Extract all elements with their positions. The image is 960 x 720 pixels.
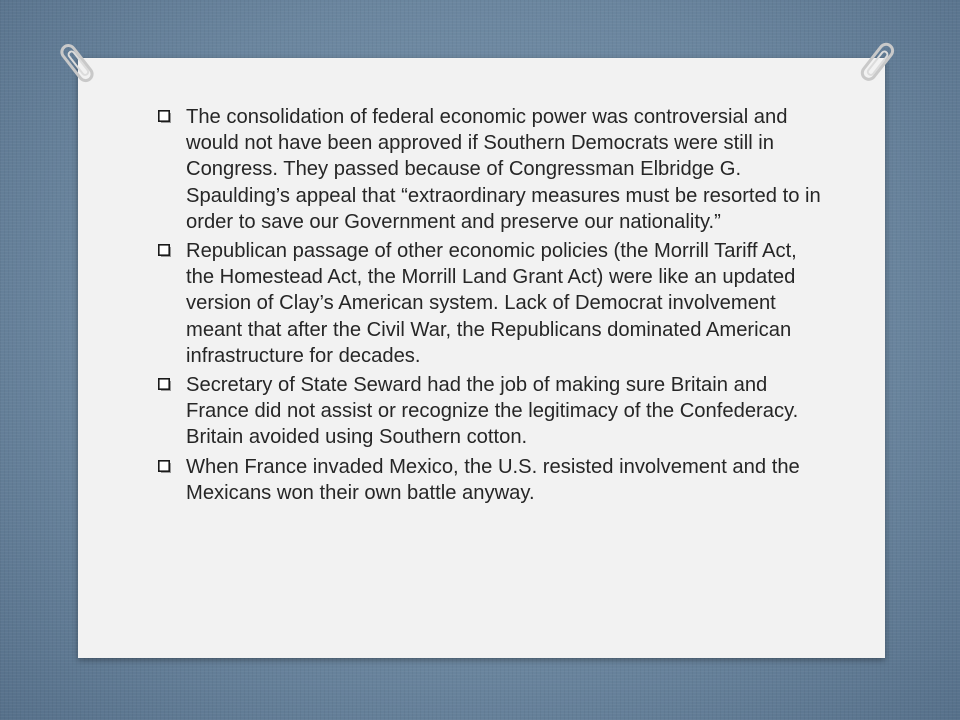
square-bullet-icon	[158, 244, 172, 258]
bullet-item	[158, 104, 830, 235]
bullet-list	[158, 104, 830, 509]
bullet-item	[158, 238, 830, 369]
bullet-text: Secretary of State Seward had the job of making sure Britain and France did not assist or recognize the legitimacy of the Confederacy. Britain avoided using Southern cotton.	[186, 374, 799, 449]
square-bullet-icon	[158, 378, 172, 392]
square-bullet-icon	[158, 110, 172, 124]
bullet-text: Republican passage of other economic policies (the Morrill Tariff Act, the Homestead Act, the Morrill Land Grant Act) were like an updated version of Clay’s American system. Lack of Democrat involvement meant that after the Civil War, the Republicans dominated American infrastructure for decades.	[186, 240, 797, 367]
bullet-item	[158, 372, 830, 451]
bullet-text: When France invaded Mexico, the U.S. resisted involvement and the Mexicans won their own battle anyway.	[186, 455, 800, 504]
square-bullet-icon	[158, 460, 172, 474]
bullet-item	[158, 454, 830, 506]
bullet-text: The consolidation of federal economic power was controversial and would not have been approved if Southern Democrats were still in Congress. They passed because of Congressman Elbridge G. Spaulding’s appeal that “extraordinary measures must be resorted to in order to save our Government and preserve our nationality.”	[186, 106, 821, 233]
